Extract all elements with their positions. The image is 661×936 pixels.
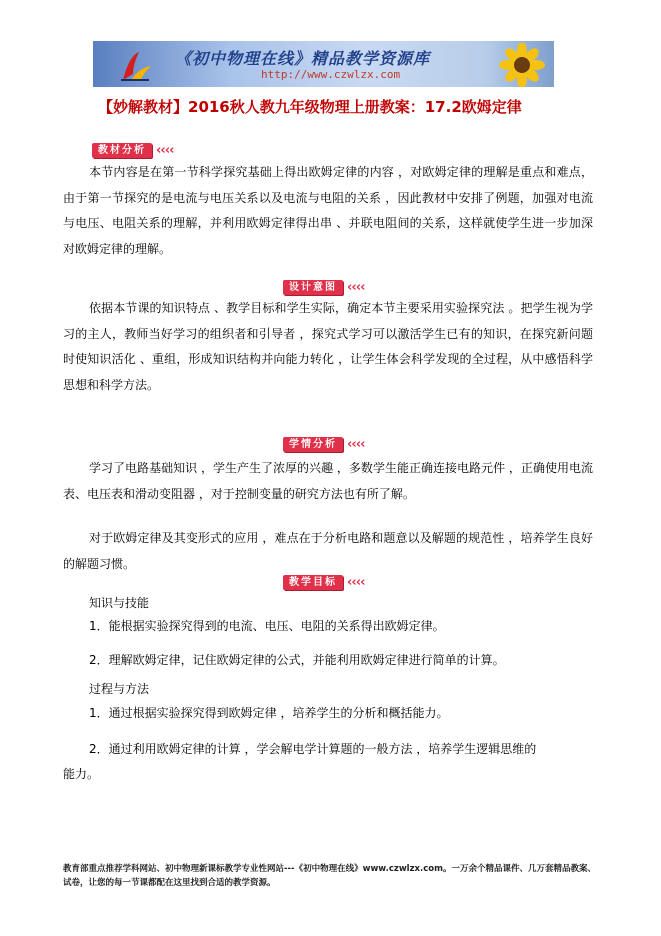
goal-item: 2．理解欧姆定律，记住欧姆定律的公式，并能利用欧姆定律进行简单的计算。 [89,653,505,667]
paragraph-textbook-analysis: 本节内容是在第一节科学探究基础上得出欧姆定律的内容 ，对欧姆定律的理解是重点和难点，由于第一节探究的是电流与电压关系以及电流与电阻的关系 ，因此教材中安排了例题，加强对电流与电压、电阻关系的理解，并利用欧姆定律得出串 、并联电阻间的关系，这样就使学生进一步加深对欧姆定律的理解。 [63,165,593,256]
chevrons-icon: ‹‹‹‹ [156,143,174,158]
section-tag-teaching-goals [283,575,364,590]
goal-item: 1．通过根据实验探究得到欧姆定律 ，培养学生的分析和概括能力。 [89,706,449,720]
section-tag-label: 教学目标 [283,575,343,590]
goal-item: 2．通过利用欧姆定律的计算 ，学会解电学计算题的一般方法 ，培养学生逻辑思维的 [89,742,537,756]
paragraph-design-intent: 依据本节课的知识特点 、教学目标和学生实际，确定本节主要采用实验探究法 。把学生视为学习的主人，教师当好学习的组织者和引导者 ，探究式学习可以激活学生已有的知识，在探究新问题时使知识活化 、重组，形成知识结构并向能力转化 ，让学生体会科学发现的全过程，从中感悟科学思想和科学方法。 [63,301,593,392]
section-tag-label: 学情分析 [283,437,343,452]
page-footer: 教育部重点推荐学科网站、初中物理新课标教学专业性网站---《初中物理在线》www.czwlzx.com。一万余个精品课件、几万套精品教案、试卷，让您的每一节课都配在这里找到合适的教学资源。 [63,864,596,888]
paragraph-difficulty: 对于欧姆定律及其变形式的应用 ，难点在于分析电路和题意以及解题的规范性 ，培养学生良好的解题习惯。 [63,531,593,571]
document-title: 【妙解教材】2016秋人教九年级物理上册教案：17.2欧姆定律 [98,98,522,116]
chevrons-icon: ‹‹‹‹ [347,575,365,590]
section-tag-student-analysis [283,437,364,452]
goal-heading-process: 过程与方法 [89,682,150,696]
section-tag-design-intent [283,280,364,295]
header-banner [93,41,554,87]
chevrons-icon: ‹‹‹‹ [347,437,365,452]
goal-heading-knowledge: 知识与技能 [89,596,150,610]
section-tag-label: 设计意图 [283,280,343,295]
sunflower-image [492,43,548,87]
logo-icon [119,50,153,82]
goal-item: 1．能根据实验探究得到的电流、电压、电阻的关系得出欧姆定律。 [89,619,445,633]
banner-title: 《初中物理在线》精品教学资源库 [175,49,431,68]
section-tag-label: 教材分析 [92,143,152,158]
section-tag-textbook-analysis [92,143,173,158]
paragraph-student-analysis: 学习了电路基础知识 ，学生产生了浓厚的兴趣 ，多数学生能正确连接电路元件 ，正确使用电流表、电压表和滑动变阻器 ，对于控制变量的研究方法也有所了解。 [63,461,593,501]
banner-url: http://www.czwlzx.com [261,68,401,81]
goal-item-continued: 能力。 [63,767,100,781]
chevrons-icon: ‹‹‹‹ [347,280,365,295]
